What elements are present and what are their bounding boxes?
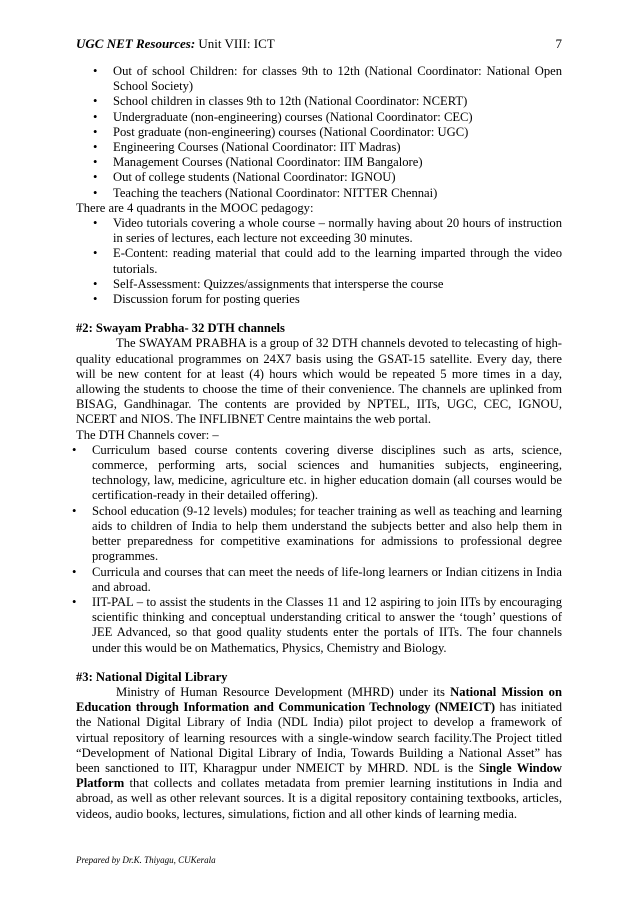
header-title: UGC NET Resources: Unit VIII: ICT [76,36,275,51]
list-item: • Engineering Courses (National Coordinator: IIT Madras) [76,140,562,155]
list-item: • Curriculum based course contents covering diverse disciplines such as arts, science, commerce, performing arts, social sciences and humanities subjects, engineering, technology, law, medicine, agriculture etc. in higher education domain (all courses would be certification-ready in their detailed offering). [76,443,562,504]
list-item: • Post graduate (non-engineering) courses (National Coordinator: UGC) [76,125,562,140]
dth-list [76,443,562,656]
page-number: 7 [555,36,562,51]
section-paragraph: Ministry of Human Resource Development (MHRD) under its National Mission on Education through Information and Communication Technology (NMEICT) has initiated the National Digital Library of India (NDL India) pilot project to develop a framework of virtual repository of learning resources with a single-window search facility.The Project titled “Development of National Digital Library of India, Towards Building a National Asset” has been sanctioned to IIT, Kharagpur under NMEICT by MHRD. NDL is the Single Window Platform that collects and collates metadata from premier learning institutions in India and abroad, as well as other relevant sources. It is a digital repository containing textbooks, articles, videos, audio books, lectures, simulations, fiction and all other kinds of learning media. [76,684,563,821]
list-item: • Out of school Children: for classes 9th to 12th (National Coordinator: National Open School Society) [76,64,562,94]
coordinator-list [76,64,562,201]
dth-cover-intro: The DTH Channels cover: – [76,427,219,442]
page-content [76,64,562,822]
page-header [76,36,562,52]
list-item: • Out of college students (National Coordinator: IGNOU) [76,170,562,185]
list-item: • Undergraduate (non-engineering) courses (National Coordinator: CEC) [76,110,562,125]
list-item: • Management Courses (National Coordinator: IIM Bangalore) [76,155,562,170]
list-item: • IIT-PAL – to assist the students in the Classes 11 and 12 aspiring to join IITs by encouraging scientific thinking and conceptual understanding critical to answer the ‘tough’ questions of JEE Advanced, so that good quality students enter the portals of IITs. The four channels under this would be on Mathematics, Physics, Chemistry and Biology. [76,595,562,656]
list-item: • School education (9-12 levels) modules; for teacher training as well as teaching and learning aids to children of India to help them understand the subjects better and also help them in better preparedness for competitive examinations for admissions to professional degree programmes. [76,504,562,565]
list-item: • Curricula and courses that can meet the needs of life-long learners or Indian citizens in India and abroad. [76,565,562,595]
section-heading: #3: National Digital Library [76,669,228,684]
list-item: • School children in classes 9th to 12th (National Coordinator: NCERT) [76,94,562,109]
quadrants-intro: There are 4 quadrants in the MOOC pedagogy: [76,200,314,215]
list-item: • Teaching the teachers (National Coordinator: NITTER Chennai) [76,186,562,201]
list-item: • Discussion forum for posting queries [76,292,562,307]
list-item: • Self-Assessment: Quizzes/assignments that intersperse the course [76,277,562,292]
section-paragraph: The SWAYAM PRABHA is a group of 32 DTH channels devoted to telecasting of high-quality educational programmes on 24X7 basis using the GSAT-15 satellite. Every day, there will be new content for at least (4) hours which would be repeated 5 more times in a day, allowing the students to choose the time of their convenience. The channels are uplinked from BISAG, Gandhinagar. The contents are provided by NPTEL, IITs, UGC, CEC, IGNOU, NCERT and NIOS. The INFLIBNET Centre maintains the web portal. [76,336,562,427]
section-heading: #2: Swayam Prabha- 32 DTH channels [76,321,285,336]
quadrants-list [76,216,562,307]
page-footer: Prepared by Dr.K. Thiyagu, CUKerala [76,855,216,865]
list-item: • E-Content: reading material that could add to the learning imparted through the video tutorials. [76,246,562,276]
list-item: • Video tutorials covering a whole course – normally having about 20 hours of instruction in series of lectures, each lecture not exceeding 30 minutes. [76,216,562,246]
